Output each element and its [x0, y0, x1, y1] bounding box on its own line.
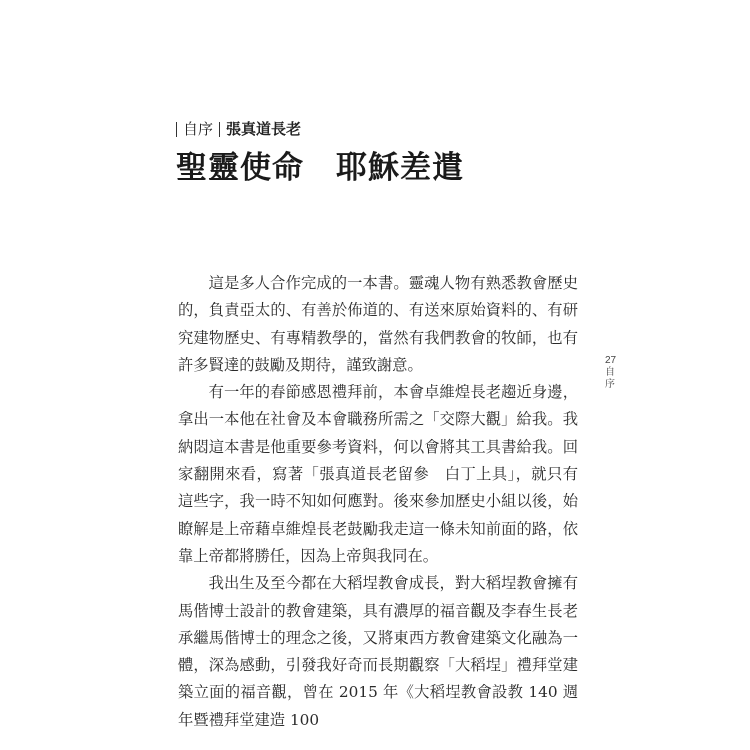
body-text [178, 270, 578, 734]
page-folio [605, 354, 629, 391]
running-section: 自序 [605, 367, 615, 390]
divider-bar [219, 122, 220, 137]
paragraph: 我出生及至今都在大稻埕教會成長，對大稻埕教會擁有馬偕博士設計的教會建築，具有濃厚的福音觀及李春生長老承繼馬偕博士的理念之後，又將東西方教會建築文化融為一體，深為感動，引發我好奇而長期觀察「大稻埕」禮拜堂建築立面的福音觀，曾在 2015 年《大稻埕教會設教 140 週年暨禮拜堂建造 100 [178, 574, 578, 729]
section-header [176, 118, 301, 140]
page-number: 27 [605, 355, 617, 366]
paragraph: 這是多人合作完成的一本書。靈魂人物有熟悉教會歷史的，負責亞太的、有善於佈道的、有送來原始資料的、有研究建物歷史、有專精教學的，當然有我們教會的牧師，也有許多賢達的鼓勵及期待，謹致謝意。 [178, 274, 578, 374]
divider-bar [176, 122, 177, 137]
author-name: 張真道長老 [226, 120, 302, 138]
section-name: 自序 [183, 120, 214, 138]
paragraph: 有一年的春節感恩禮拜前，本會卓維煌長老趨近身邊，拿出一本他在社會及本會職務所需之「交際大觀」給我。我納悶這本書是他重要參考資料，何以會將其工具書給我。回家翻開來看，寫著「張真道長老留參 白丁上具」，就只有這些字，我一時不知如何應對。後來參加歷史小組以後，始瞭解是上帝藉卓維煌長老鼓勵我走這一條未知前面的路，依靠上帝都將勝任，因為上帝與我同在。 [178, 383, 578, 565]
chapter-title: 聖靈使命 耶穌差遣 [176, 150, 464, 186]
